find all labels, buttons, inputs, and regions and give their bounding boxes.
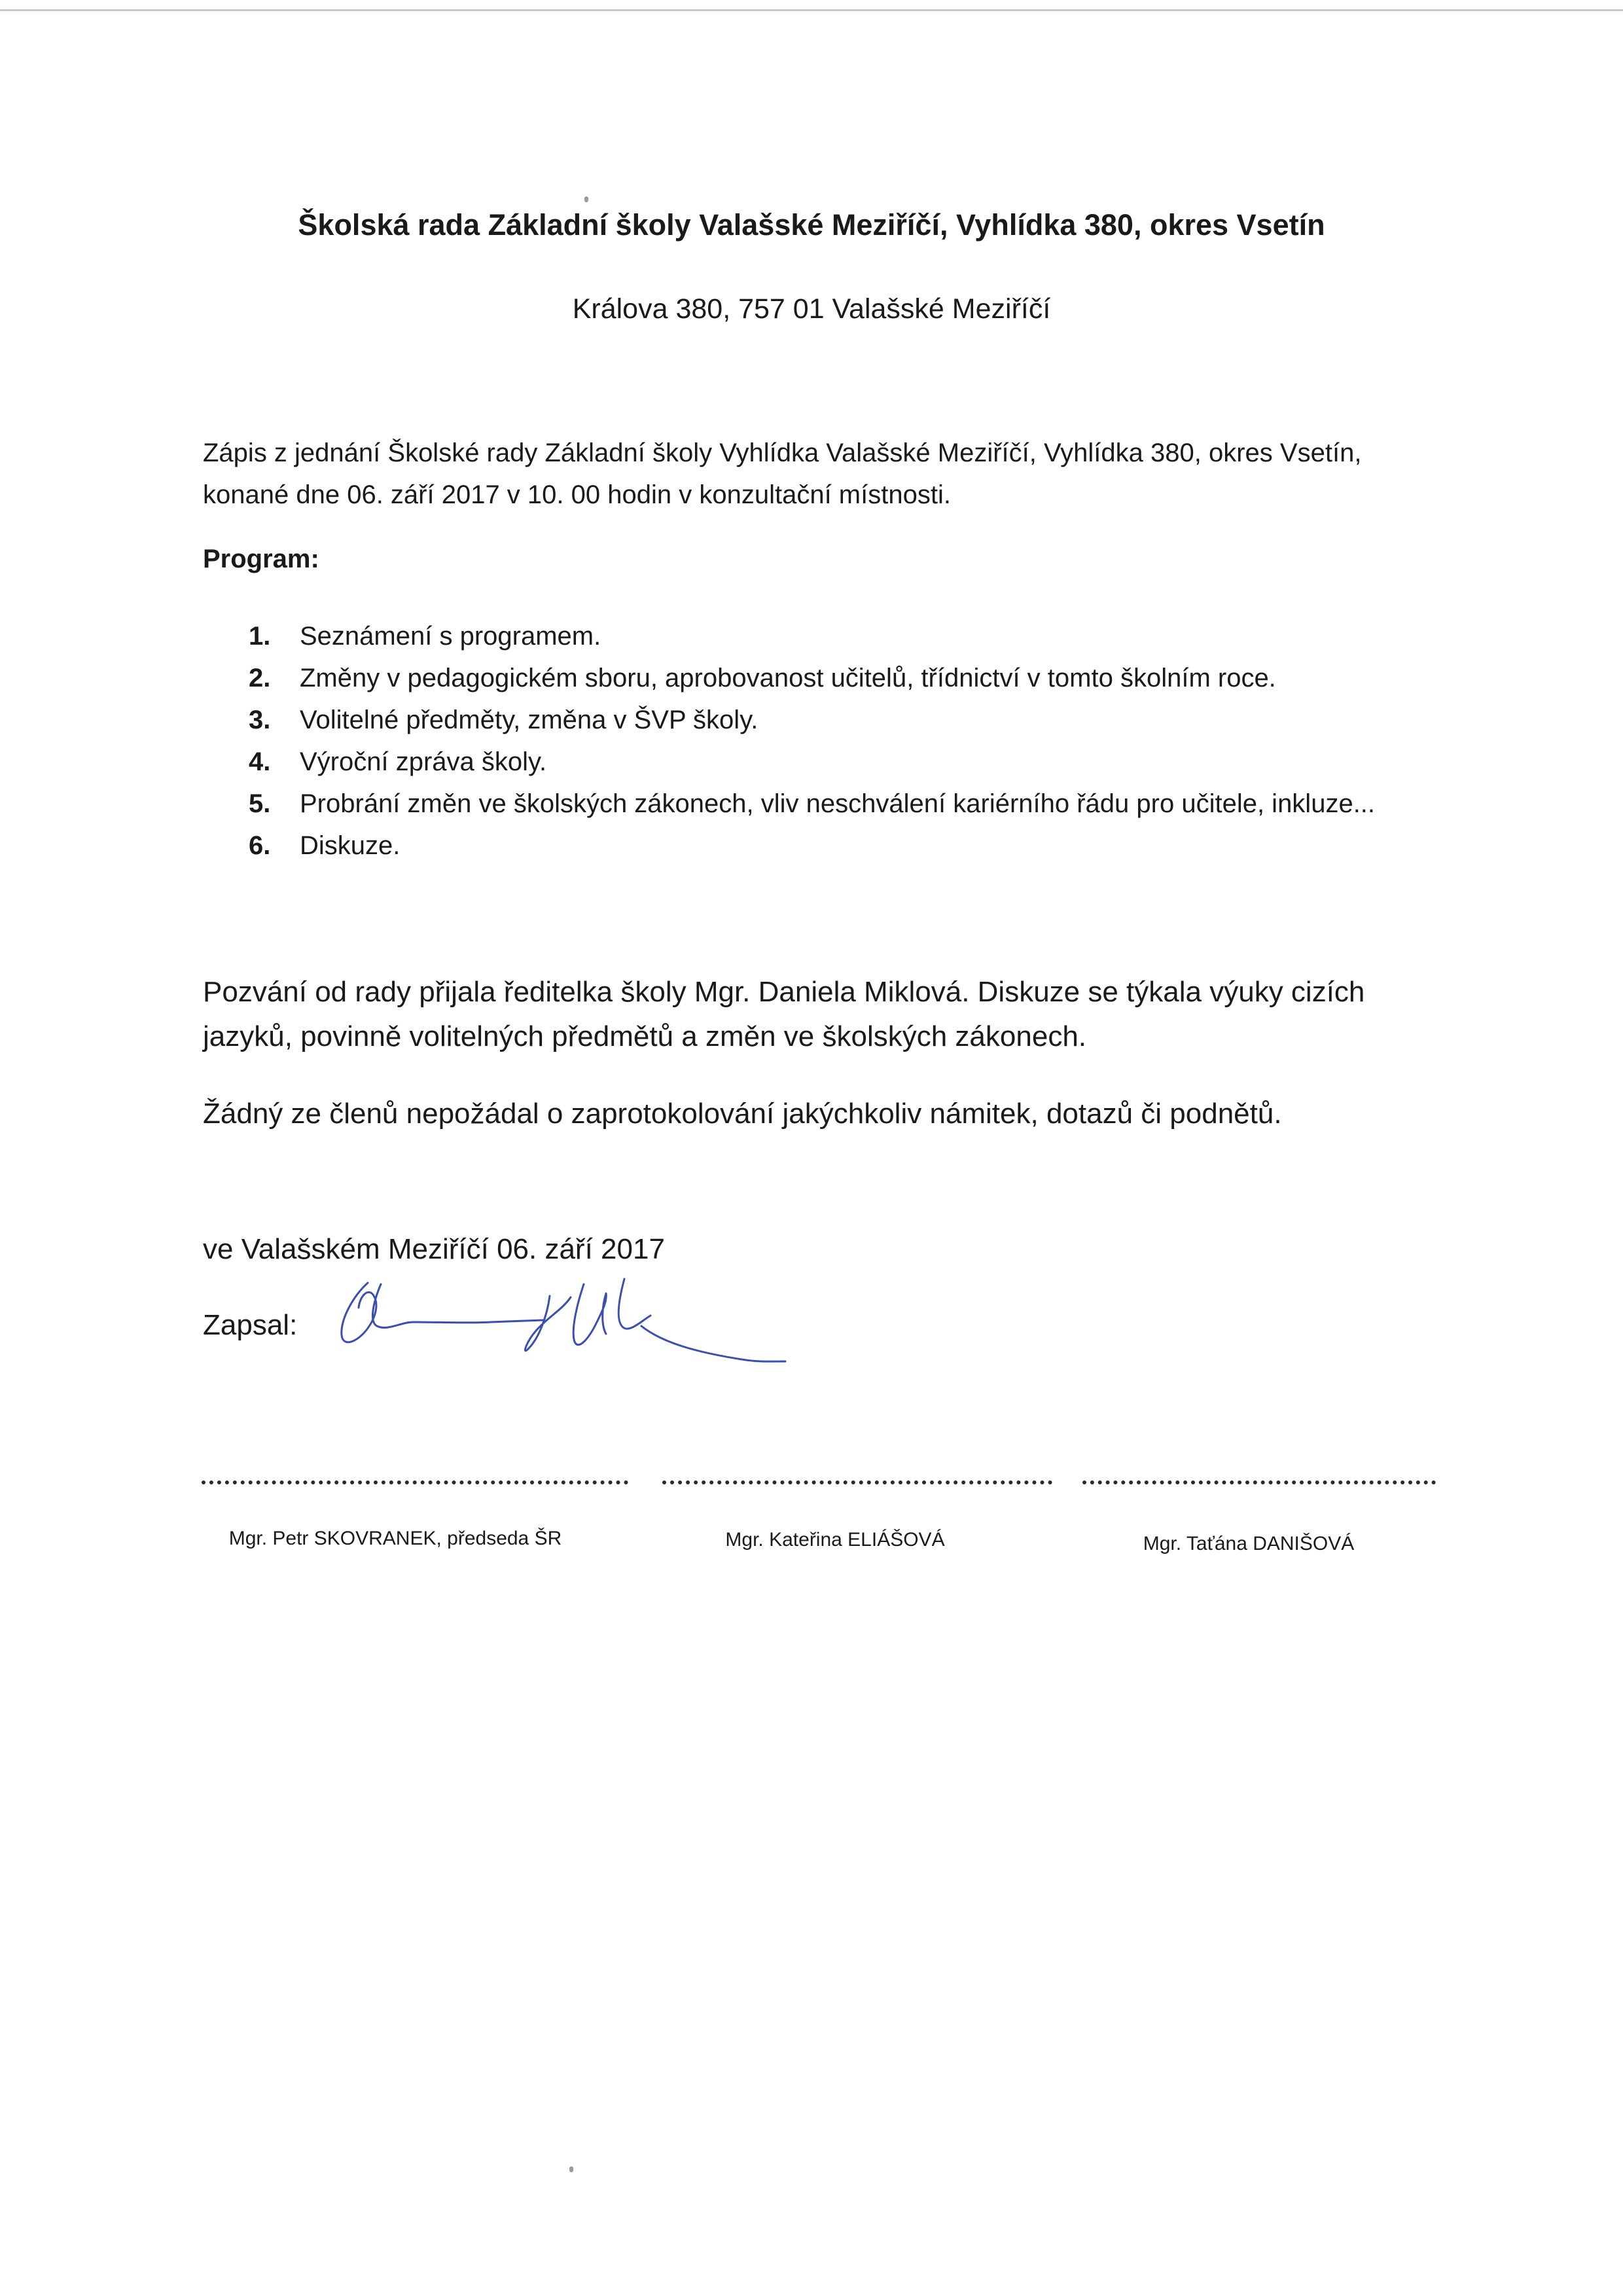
objections-paragraph: Žádný ze členů nepožádal o zaprotokolování jakýchkoliv námitek, dotazů či podnětů. xyxy=(203,1098,1282,1130)
scan-speck xyxy=(569,2166,573,2172)
agenda-item xyxy=(249,741,1375,783)
agenda-text: Probrání změn ve školských zákonech, vliv neschválení kariérního řádu pro učitele, inkluze... xyxy=(300,789,1376,818)
scan-edge-line xyxy=(0,9,1623,11)
signer-chair: Mgr. Petr SKOVRANEK, předseda ŠR xyxy=(228,1528,562,1549)
agenda-item xyxy=(249,657,1375,699)
intro-line: Zápis z jednání Školské rady Základní školy Vyhlídka Valašské Meziříčí, Vyhlídka 380, okres Vsetín, xyxy=(203,439,1362,467)
document-address: Králova 380, 757 01 Valašské Meziříčí xyxy=(572,293,1051,325)
signature-line xyxy=(1082,1480,1436,1484)
agenda-text: Volitelné předměty, změna v ŠVP školy. xyxy=(300,706,758,734)
place-date: ve Valašském Meziříčí 06. září 2017 xyxy=(203,1233,665,1265)
agenda-item xyxy=(249,699,1375,741)
paragraph-line: jazyků, povinně volitelných předmětů a změn ve školských zákonech. xyxy=(203,1020,1087,1052)
agenda-text: Seznámení s programem. xyxy=(300,622,601,651)
signer-member: Mgr. Taťána DANIŠOVÁ xyxy=(1143,1533,1355,1554)
recorded-by-label: Zapsal: xyxy=(203,1309,298,1341)
signature-line xyxy=(662,1480,1052,1484)
agenda-item xyxy=(249,615,1375,657)
agenda-number: 2. xyxy=(249,664,271,692)
agenda-text: Výroční zpráva školy. xyxy=(300,747,547,776)
agenda-number: 3. xyxy=(249,706,271,734)
signature-line xyxy=(202,1480,628,1484)
intro-line: konané dne 06. září 2017 v 10. 00 hodin v konzultační místnosti. xyxy=(203,480,951,509)
agenda-item xyxy=(249,825,1375,867)
agenda-number: 1. xyxy=(249,622,271,651)
handwritten-signature xyxy=(327,1270,798,1381)
program-heading: Program: xyxy=(203,545,319,573)
agenda-list xyxy=(249,615,1375,867)
attendance-paragraph xyxy=(203,970,1364,1059)
agenda-number: 4. xyxy=(249,747,271,776)
document-title: Školská rada Základní školy Valašské Meziříčí, Vyhlídka 380, okres Vsetín xyxy=(298,208,1325,242)
agenda-item xyxy=(249,783,1375,825)
intro-paragraph xyxy=(203,432,1361,516)
agenda-number: 6. xyxy=(249,831,271,860)
agenda-text: Diskuze. xyxy=(300,831,401,860)
signer-member: Mgr. Kateřina ELIÁŠOVÁ xyxy=(725,1529,945,1551)
agenda-text: Změny v pedagogickém sboru, aprobovanost učitelů, třídnictví v tomto školním roce. xyxy=(300,664,1276,692)
scan-speck xyxy=(584,196,588,202)
paragraph-line: Pozvání od rady přijala ředitelka školy Mgr. Daniela Miklová. Diskuze se týkala výuky cizích xyxy=(203,976,1365,1008)
agenda-number: 5. xyxy=(249,789,271,818)
